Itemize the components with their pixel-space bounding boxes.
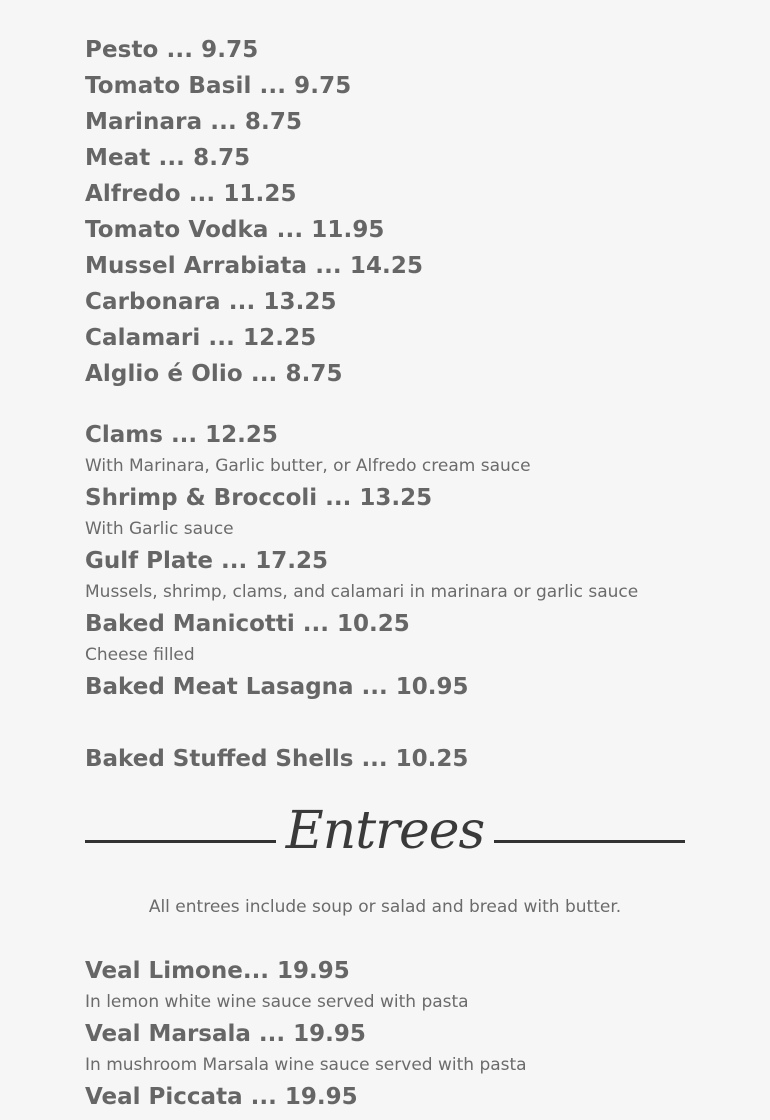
menu-item-title: Veal Piccata ... 19.95	[85, 1084, 358, 1110]
heading-divider-right	[494, 840, 685, 843]
menu-item-title: Gulf Plate ... 17.25	[85, 548, 328, 574]
menu-item: Alglio é Olio ... 8.75	[85, 361, 343, 387]
menu-item: Tomato Vodka ... 11.95	[85, 217, 385, 243]
menu-item-description: With Garlic sauce	[85, 519, 234, 539]
menu-item: Marinara ... 8.75	[85, 109, 303, 135]
menu-item-title: Veal Limone... 19.95	[85, 958, 350, 984]
heading-divider-left	[85, 840, 276, 843]
section-note: All entrees include soup or salad and bread with butter.	[148, 897, 622, 917]
menu-item-description: In lemon white wine sauce served with pasta	[85, 992, 469, 1012]
menu-item-title: Baked Stuffed Shells ... 10.25	[85, 746, 469, 772]
menu-item: Tomato Basil ... 9.75	[85, 73, 352, 99]
menu-item: Meat ... 8.75	[85, 145, 251, 171]
menu-item-title: Veal Marsala ... 19.95	[85, 1021, 366, 1047]
menu-item-title: Baked Manicotti ... 10.25	[85, 611, 410, 637]
menu-item-description: Mussels, shrimp, clams, and calamari in marinara or garlic sauce	[85, 582, 639, 602]
menu-item-title: Clams ... 12.25	[85, 422, 278, 448]
menu-item-title: Shrimp & Broccoli ... 13.25	[85, 485, 433, 511]
menu-item: Pesto ... 9.75	[85, 37, 259, 63]
menu-item: Calamari ... 12.25	[85, 325, 317, 351]
menu-item-description: With Marinara, Garlic butter, or Alfredo cream sauce	[85, 456, 531, 476]
menu-item-description: Cheese filled	[85, 645, 195, 665]
menu-item: Alfredo ... 11.25	[85, 181, 297, 207]
pasta-sauce-list	[85, 32, 423, 392]
menu-item-description: In mushroom Marsala wine sauce served with pasta	[85, 1055, 527, 1075]
menu-item: Mussel Arrabiata ... 14.25	[85, 253, 424, 279]
section-heading: Entrees	[285, 801, 485, 861]
menu-item: Carbonara ... 13.25	[85, 289, 337, 315]
menu-item-title: Baked Meat Lasagna ... 10.95	[85, 674, 469, 700]
